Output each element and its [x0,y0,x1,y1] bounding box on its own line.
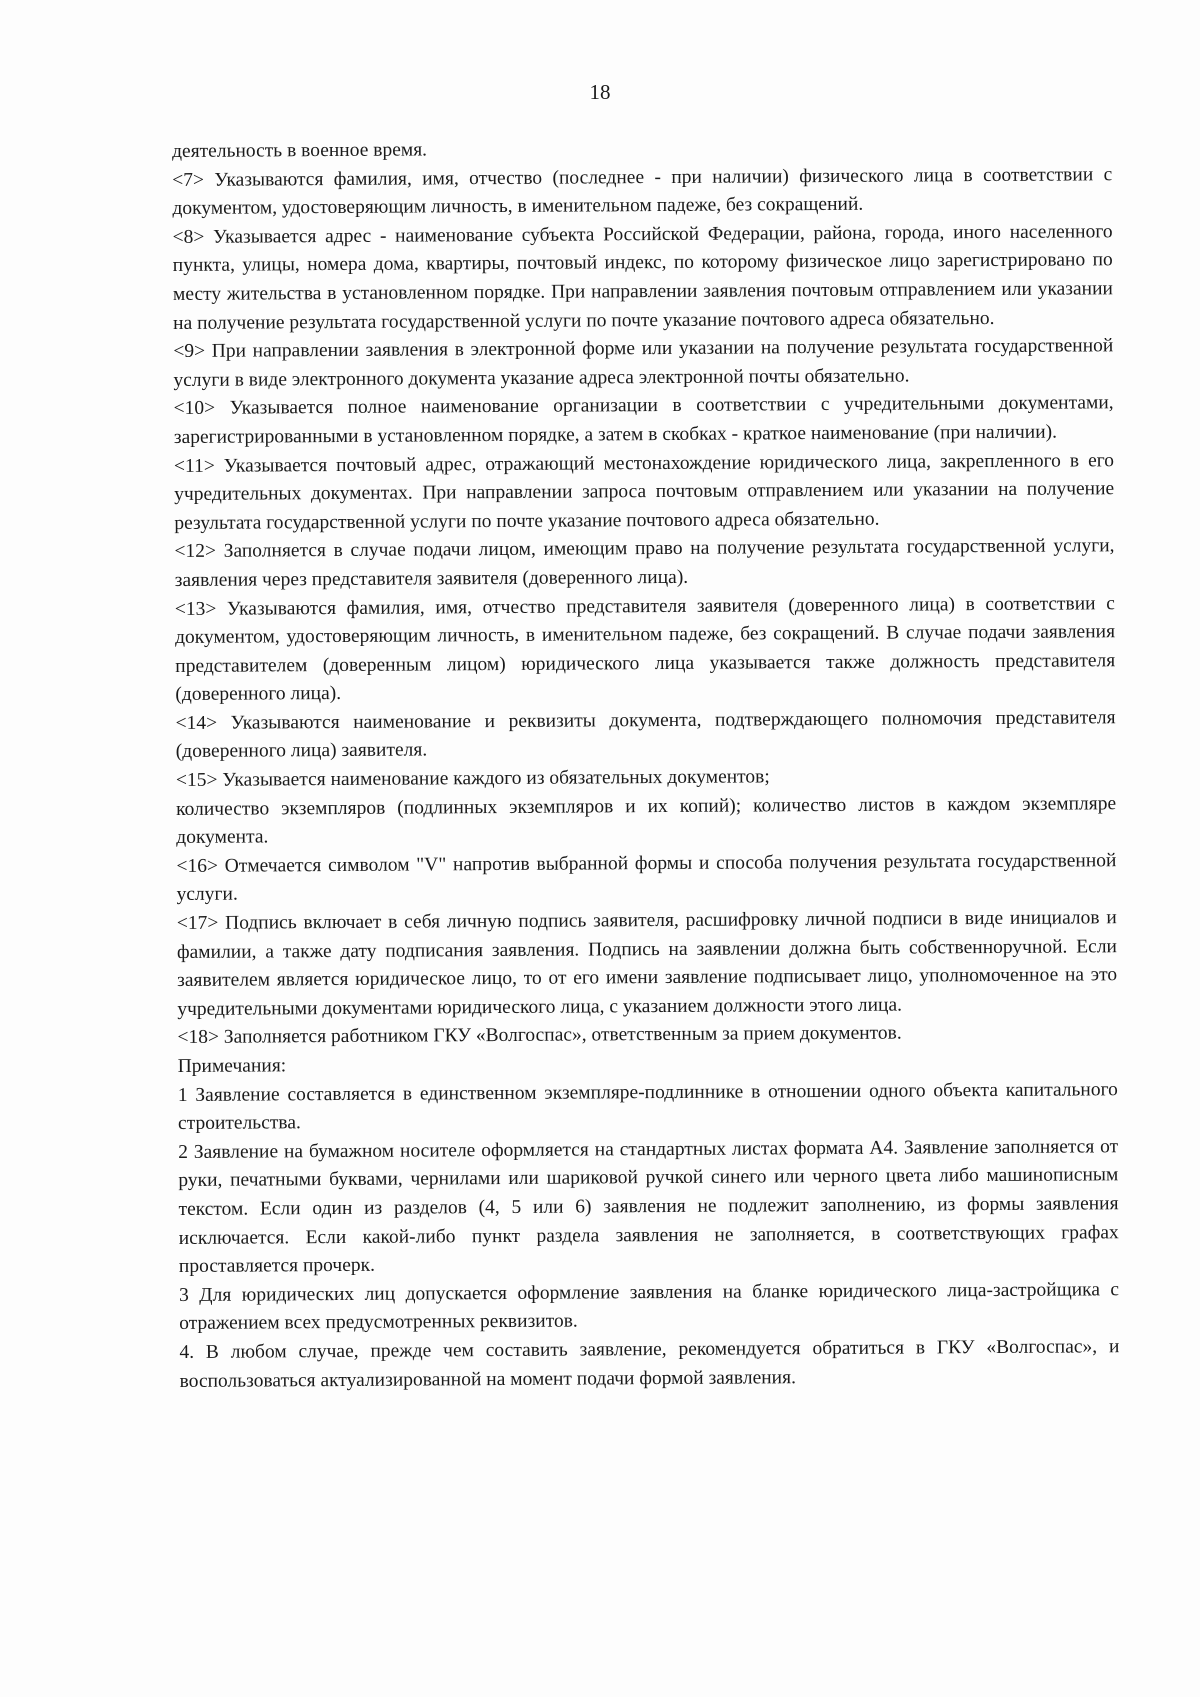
note-1: 1 Заявление составляется в единственном экземпляре-подлиннике в отношении одного объекта капитального строительства. [177,1078,1118,1135]
footnote-13: <13> Указываются фамилия, имя, отчество представителя заявителя (доверенного лица) в соответствии с документом, удостоверяющим личность, в именительном падеже, без сокращений. В случае подачи заявления представителем (доверенным лицом) юридического лица указывается также должность представителя (доверенного лица). [174,592,1116,706]
footnote-16: <16> Отмечается символом "V" напротив выбранной формы и способа получения результата государственной услуги. [176,850,1117,906]
document-body [172,132,1120,1396]
note-2: 2 Заявление на бумажном носителе оформляется на стандартных листах формата А4. Заявление заполняется от руки, печатными буквами, чернилами или шариковой ручкой синего или черного цвета либо машинописным текстом. Если один из разделов (4, 5 или 6) заявления не подлежит заполнению, из формы заявления исключается. Если какой-либо пункт раздела заявления не заполняется, в соответствующих графах проставляется прочерк. [178,1136,1119,1278]
footnote-10: <10> Указывается полное наименование организации в соответствии с учредительными документами, зарегистрированными в установленном порядке, а затем в скобках - краткое наименование (при наличии). [173,392,1114,448]
footnote-12: <12> Заполняется в случае подачи лицом, имеющим право на получение результата государственной услуги, заявления через представителя заявителя (доверенного лица). [174,535,1115,591]
paragraph-continuation: деятельность в военное время. [172,139,428,162]
page-number: 18 [589,80,611,104]
note-3: 3 Для юридических лиц допускается оформление заявления на бланке юридического лица-застройщика с отражением всех предусмотренных реквизитов. [179,1278,1120,1335]
footnote-7: <7> Указываются фамилия, имя, отчество (последнее - при наличии) физического лица в соответствии с документом, удостоверяющим личность, в именительном падеже, без сокращений. [172,163,1113,220]
footnote-15-continuation: количество экземпляров (подлинных экземпляров и их копий); количество листов в каждом экземпляре документа. [176,792,1117,849]
footnote-8: <8> Указывается адрес - наименование субъекта Российской Федерации, района, города, иного населенного пункта, улицы, номера дома, квартиры, почтовый индекс, по которому физическое лицо зарегистрировано по месту жительства в установленном порядке. При направлении заявления почтовым отправлением или указании на получение результата государственной услуги по почте указание почтового адреса обязательно. [172,221,1114,334]
footnote-9: <9> При направлении заявления в электронной форме или указании на получение результата государственной услуги в виде электронного документа указание адреса электронной почты обязательно. [173,335,1114,391]
footnote-17: <17> Подпись включает в себя личную подпись заявителя, расшифровку личной подписи в виде инициалов и фамилии, а также дату подписания заявления. Подпись на заявлении должна быть собственноручной. Если заявителем является юридическое лицо, то от его имени заявление подписывает лицо, уполномоченное на это учредительными документами юридического лица, с указанием должности этого лица. [176,907,1118,1020]
footnote-14: <14> Указываются наименование и реквизиты документа, подтверждающего полномочия представителя (доверенного лица) заявителя. [175,707,1116,763]
footnote-15: <15> Указывается наименование каждого из обязательных документов; [175,766,770,792]
notes-heading: Примечания: [177,1055,287,1077]
footnote-18: <18> Заполняется работником ГКУ «Волгоспас», ответственным за прием документов. [177,1022,902,1049]
footnote-11: <11> Указывается почтовый адрес, отражающий местонахождение юридического лица, закрепленного в его учредительных документах. При направлении запроса почтовым отправлением или указании на получение результата государственной услуги по почте указание почтового адреса обязательно. [173,449,1115,534]
note-4: 4. В любом случае, прежде чем составить заявление, рекомендуется обратиться в ГКУ «Волгоспас», и воспользоваться актуализированной на момент подачи формой заявления. [179,1336,1120,1392]
